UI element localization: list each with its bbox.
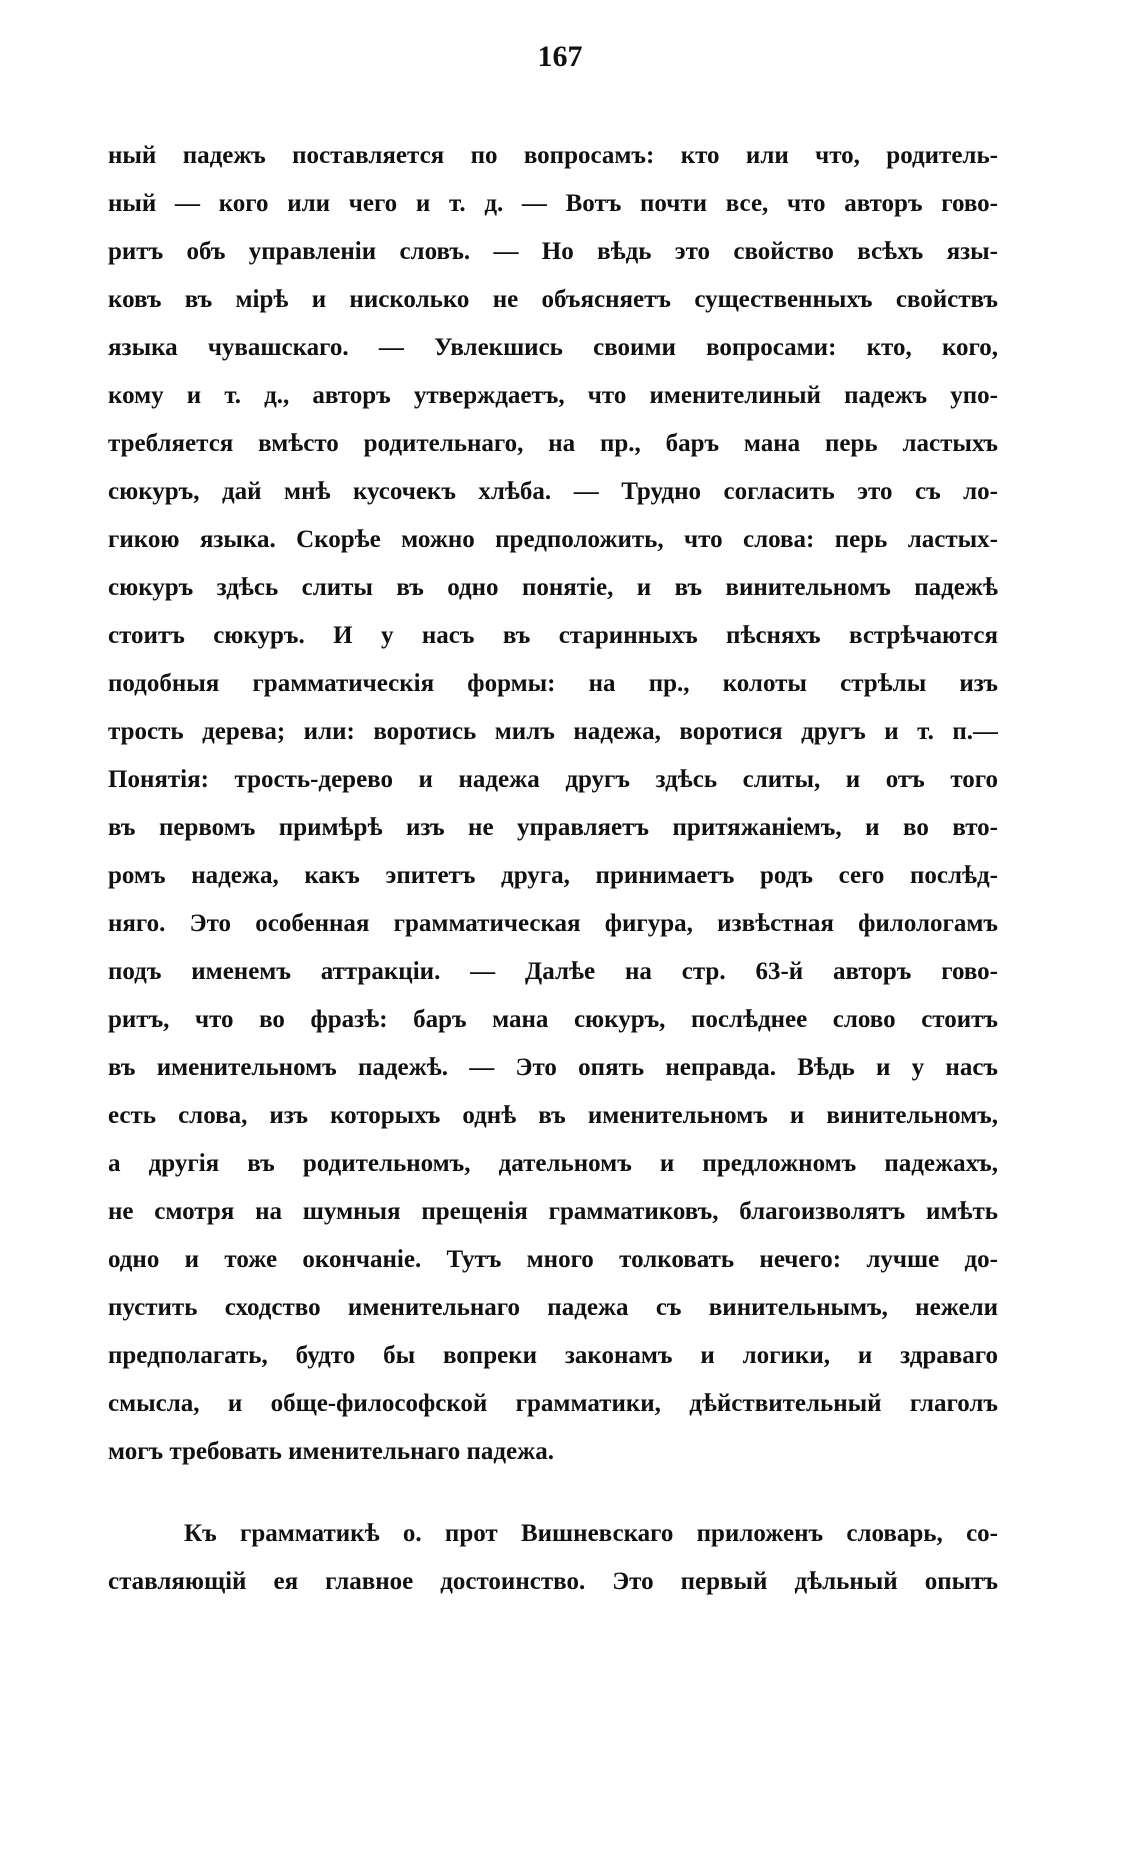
text-line: есть слова, изъ которыхъ однѣ въ именительномъ и винительномъ,	[108, 1102, 998, 1129]
text-line-last: могъ требовать именительнаго падежа.	[108, 1438, 554, 1465]
text-line: ковъ въ мірѣ и нисколько не объясняетъ существенныхъ свойствъ	[108, 286, 998, 313]
text-line: подъ именемъ аттракціи. — Далѣе на стр. 63-й авторъ гово-	[108, 958, 998, 985]
text-line: сюкуръ здѣсь слиты въ одно понятіе, и въ винительномъ падежѣ	[108, 574, 998, 601]
text-line: языка чувашскаго. — Увлекшись своими вопросами: кто, кого,	[108, 334, 998, 361]
text-line: въ первомъ примѣрѣ изъ не управляетъ притяжаніемъ, и во вто-	[108, 814, 998, 841]
text-line: стоитъ сюкуръ. И у насъ въ старинныхъ пѣсняхъ встрѣчаются	[108, 622, 998, 649]
text-line: а другія въ родительномъ, дательномъ и предложномъ падежахъ,	[108, 1150, 998, 1177]
text-line: не смотря на шумныя прещенія грамматиковъ, благоизволятъ имѣть	[108, 1198, 998, 1225]
text-line: предполагать, будто бы вопреки законамъ и логики, и здраваго	[108, 1342, 998, 1369]
text-line: ромъ надежа, какъ эпитетъ друга, принимаетъ родъ сего послѣд-	[108, 862, 998, 889]
text-line: ритъ объ управленіи словъ. — Но вѣдь это свойство всѣхъ язы-	[108, 238, 998, 265]
text-line: требляется вмѣсто родительнаго, на пр., баръ мана перь ластыхъ	[108, 430, 998, 457]
text-line: Понятія: трость-дерево и надежа другъ здѣсь слиты, и отъ того	[108, 766, 998, 793]
text-line: ставляющій ея главное достоинство. Это первый дѣльный опытъ	[108, 1568, 998, 1595]
text-line: кому и т. д., авторъ утверждаетъ, что именителиный падежъ упо-	[108, 382, 998, 409]
text-line: подобныя грамматическія формы: на пр., колоты стрѣлы изъ	[108, 670, 998, 697]
text-line: ный падежъ поставляется по вопросамъ: кто или что, родитель-	[108, 142, 998, 169]
page-number: 167	[537, 40, 583, 73]
text-line: одно и тоже окончаніе. Тутъ много толковать нечего: лучше до-	[108, 1246, 998, 1273]
text-line: ритъ, что во фразѣ: баръ мана сюкуръ, послѣднее слово стоитъ	[108, 1006, 998, 1033]
text-line: пустить сходство именительнаго падежа съ винительнымъ, нежели	[108, 1294, 998, 1321]
text-line-indented: Къ грамматикѣ о. прот Вишневскаго приложенъ словарь, со-	[184, 1520, 998, 1547]
text-line: трость дерева; или: воротись милъ надежа, воротися другъ и т. п.—	[108, 718, 998, 745]
text-line: сюкуръ, дай мнѣ кусочекъ хлѣба. — Трудно согласить это съ ло-	[108, 478, 998, 505]
text-line: ный — кого или чего и т. д. — Вотъ почти все, что авторъ гово-	[108, 190, 998, 217]
text-line: смысла, и обще-философской грамматики, дѣйствительный глаголъ	[108, 1390, 998, 1417]
paragraph-grammar-critique	[108, 132, 998, 1476]
text-line: въ именительномъ падежѣ. — Это опять неправда. Вѣдь и у насъ	[108, 1054, 998, 1081]
text-line: няго. Это особенная грамматическая фигура, извѣстная филологамъ	[108, 910, 998, 937]
paragraph-dictionary	[108, 1510, 998, 1606]
text-line: гикою языка. Скорѣе можно предположить, что слова: перь ластых-	[108, 526, 998, 553]
